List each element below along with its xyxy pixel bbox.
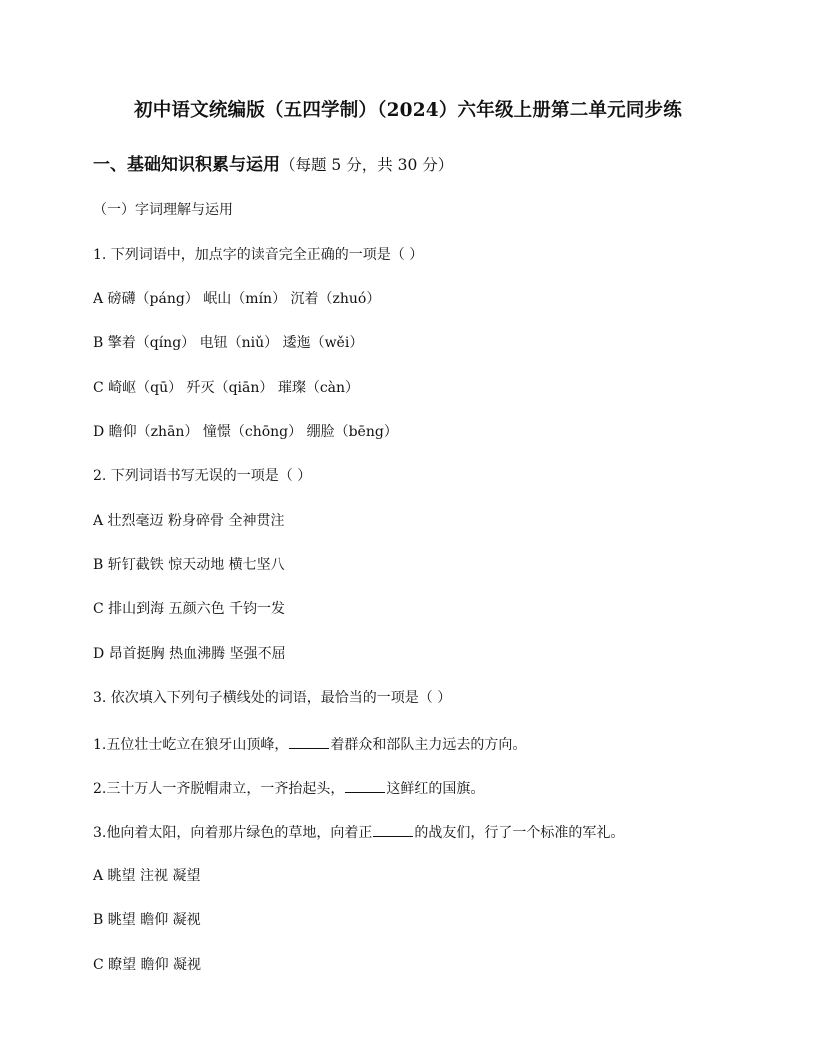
sentence-1-before: 1.五位壮士屹立在狼牙山顶峰， (93, 737, 289, 753)
question-3-option-c: C 瞭望 瞻仰 凝视 (93, 957, 202, 973)
document-title: 初中语文统编版（五四学制）（2024）六年级上册第二单元同步练 (134, 100, 682, 121)
section-heading-note: （每题 5 分，共 30 分） (280, 156, 454, 174)
sentence-3-after: 的战友们，行了一个标准的军礼。 (414, 825, 625, 841)
question-2-option-a: A 壮烈毫迈 粉身碎骨 全神贯注 (93, 513, 285, 529)
question-2-stem: 2. 下列词语书写无误的一项是（ ） (93, 468, 312, 484)
question-1-option-c: C 崎岖（qū） 歼灭（qiān） 璀璨（càn） (93, 380, 360, 396)
sentence-3-blank (373, 824, 413, 837)
sentence-2-before: 2.三十万人一齐脱帽肃立，一齐抬起头， (93, 781, 345, 797)
question-3-option-a: A 眺望 注视 凝望 (93, 868, 201, 884)
question-2-option-d: D 昂首挺胸 热血沸腾 坚强不屈 (93, 646, 286, 662)
question-3-option-b: B 眺望 瞻仰 凝视 (93, 912, 201, 928)
sentence-3-before: 3.他向着太阳，向着那片绿色的草地，向着正 (93, 825, 373, 841)
sentence-1-after: 着群众和部队主力远去的方向。 (330, 737, 527, 753)
question-3-stem: 3. 依次填入下列句子横线处的词语，最恰当的一项是（ ） (93, 690, 452, 706)
section-heading (93, 150, 453, 175)
question-1-stem: 1. 下列词语中，加点字的读音完全正确的一项是（ ） (93, 247, 424, 263)
sentence-2-after: 这鲜红的国旗。 (386, 781, 485, 797)
section-heading-main: 一、基础知识积累与运用 (93, 155, 280, 175)
question-3-sentence-3 (93, 824, 624, 840)
question-2-option-b: B 斩钉截铁 惊天动地 横七坚八 (93, 557, 285, 573)
sentence-1-blank (289, 736, 329, 749)
question-3-sentence-1 (93, 736, 526, 752)
question-1-option-d: D 瞻仰（zhān） 憧憬（chōng） 绷脸（bēng） (93, 424, 398, 440)
sentence-2-blank (345, 780, 385, 793)
question-1-option-a: A 磅礴（páng） 岷山（mín） 沉着（zhuó） (93, 291, 381, 307)
subsection-heading: （一）字词理解与运用 (93, 202, 233, 218)
question-1-option-b: B 擎着（qíng） 电钮（niǔ） 逶迤（wěi） (93, 335, 364, 351)
question-2-option-c: C 排山到海 五颜六色 千钧一发 (93, 601, 286, 617)
question-3-sentence-2 (93, 780, 484, 796)
